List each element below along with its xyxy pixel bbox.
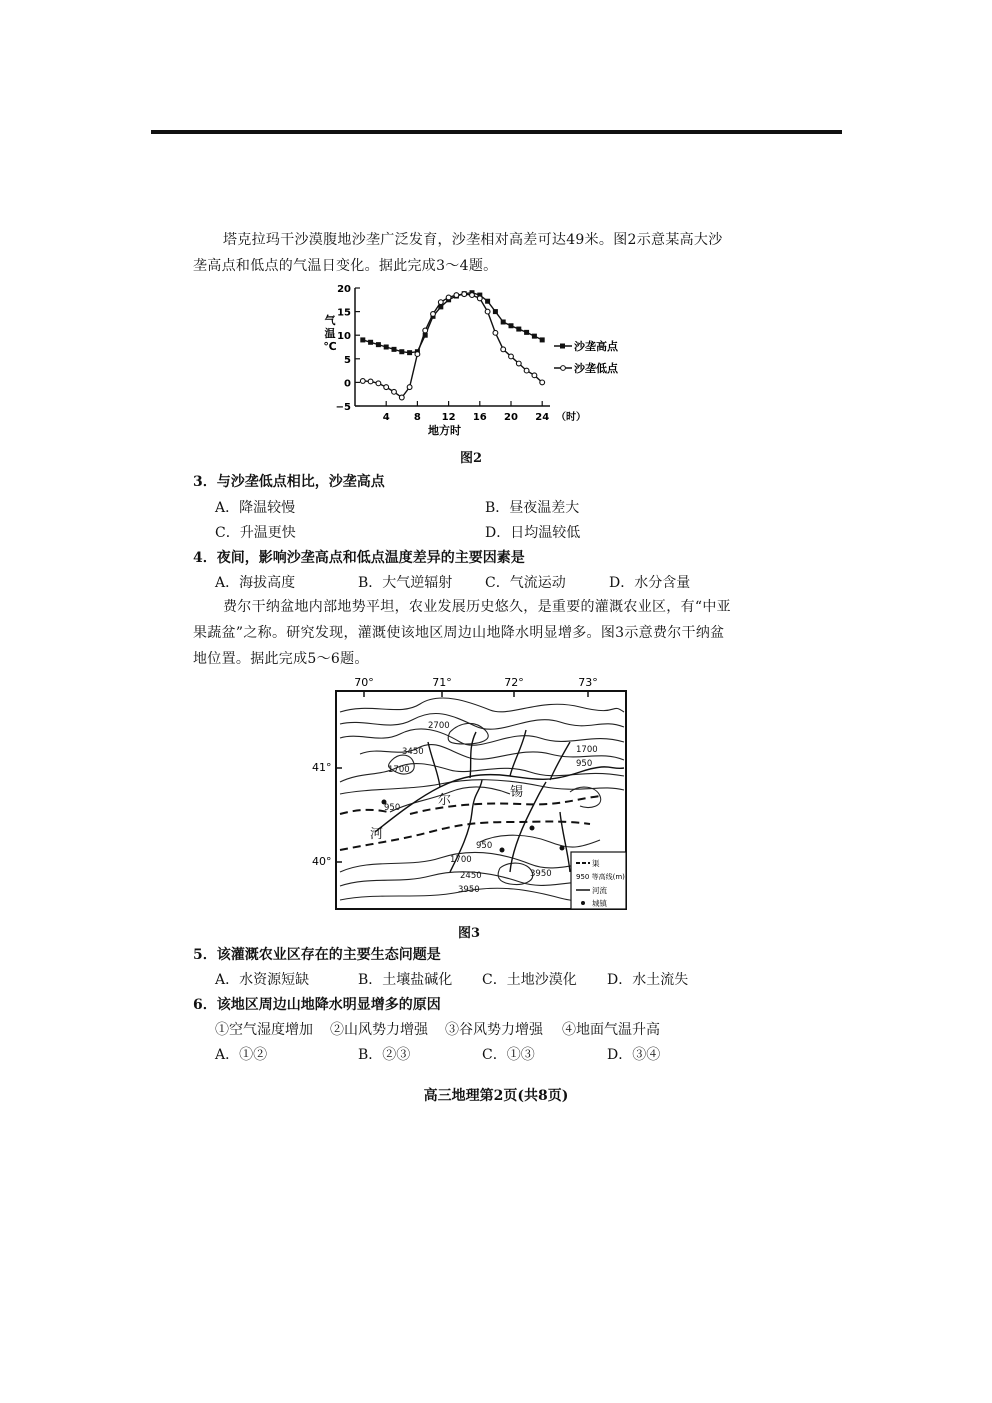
lon-label: 73°: [578, 676, 598, 689]
data-point-high: [368, 340, 373, 345]
q5-option-a[interactable]: A．水资源短缺: [215, 972, 310, 988]
series-line-0: [363, 293, 542, 353]
data-point-low: [399, 395, 404, 400]
data-point-high: [360, 337, 365, 342]
data-point-low: [501, 347, 506, 352]
x-unit: （时）: [556, 412, 586, 423]
data-point-high: [493, 309, 498, 314]
figure2-caption: 图2: [460, 451, 483, 466]
river-name-char: 河: [370, 827, 384, 842]
data-point-high: [399, 349, 404, 354]
y-axis-label-char: 气: [324, 314, 336, 327]
passage2-line2: 果蔬盆”之称。研究发现，灌溉使该地区周边山地降水明显增多。图3示意费尔干纳盆: [193, 625, 725, 641]
figure2-chart: [310, 280, 640, 440]
passage1: [193, 227, 793, 279]
legend-contour: 950 等高线(m): [576, 873, 625, 881]
figure3-caption: 图3: [458, 926, 481, 941]
lon-label: 71°: [432, 676, 452, 689]
contour-label: 3450: [402, 747, 424, 757]
data-point-high: [509, 323, 514, 328]
data-point-high: [532, 334, 537, 339]
header-rule: [151, 130, 842, 134]
data-point-low: [493, 330, 498, 335]
map-legend: [571, 852, 626, 909]
data-point-low: [540, 380, 545, 385]
data-point-low: [384, 385, 389, 390]
y-tick-label: 15: [337, 307, 351, 319]
legend-marker: [560, 344, 565, 349]
contour-label: 2700: [428, 721, 450, 731]
river-name-char: 锡: [510, 785, 524, 800]
x-tick-label: 24: [535, 412, 550, 423]
q3-option-a[interactable]: A．降温较慢: [215, 500, 296, 516]
x-tick-label: 4: [382, 412, 390, 423]
data-point-high: [516, 327, 521, 332]
passage1-line2: 垄高点和低点的气温日变化。据此完成3～4题。: [193, 258, 498, 274]
y-tick-label: 20: [337, 284, 351, 295]
page-footer: 高三地理第2页(共8页): [423, 1088, 569, 1104]
legend-label: 沙垄高点: [574, 340, 618, 353]
q5-stem: 5．该灌溉农业区存在的主要生态问题是: [193, 947, 441, 963]
q3-stem: 3．与沙垄低点相比，沙垄高点: [193, 474, 385, 490]
data-point-low: [415, 352, 420, 357]
data-point-low: [392, 389, 397, 394]
q6-statement-2: ②山风势力增强: [330, 1022, 428, 1038]
q4-option-b[interactable]: B．大气逆辐射: [358, 575, 453, 591]
q6-option-d[interactable]: D．③④: [607, 1047, 661, 1063]
y-tick-label: 5: [344, 354, 351, 366]
lat-label: 41°: [312, 761, 332, 774]
q5-option-c[interactable]: C．土地沙漠化: [482, 972, 577, 988]
data-point-low: [446, 295, 451, 300]
q4-option-d[interactable]: D．水分含量: [609, 575, 691, 591]
data-point-low: [524, 368, 529, 373]
q6-statement-1: ①空气湿度增加: [215, 1022, 313, 1038]
legend-canal: 渠: [592, 859, 600, 868]
y-tick-label: −5: [335, 402, 351, 413]
passage1-line1: 塔克拉玛干沙漠腹地沙垄广泛发育，沙垄相对高差可达49米。图2示意某高大沙: [223, 232, 723, 248]
contour-label: 1700: [450, 855, 472, 865]
q5-option-b[interactable]: B．土壤盐碱化: [358, 972, 453, 988]
data-point-low: [376, 381, 381, 386]
data-point-low: [431, 312, 436, 317]
x-tick-label: 16: [472, 412, 487, 423]
contour-label: 3950: [458, 885, 480, 895]
contour-label: 950: [476, 841, 493, 851]
contour-label: 3950: [530, 869, 552, 879]
q3-option-d[interactable]: D．日均温较低: [485, 525, 581, 541]
data-point-low: [368, 379, 373, 384]
x-tick-label: 20: [504, 412, 518, 423]
legend-river: 河流: [592, 886, 607, 895]
data-point-high: [376, 342, 381, 347]
contour-label: 1700: [576, 745, 598, 755]
data-point-low: [462, 292, 467, 297]
contour-label: 950: [384, 803, 401, 813]
legend-label: 沙垄低点: [574, 362, 618, 375]
figure3-map: [300, 672, 640, 922]
data-point-low: [407, 385, 412, 390]
data-point-low: [477, 296, 482, 301]
data-point-low: [532, 373, 537, 378]
q3-option-b[interactable]: B．昼夜温差大: [485, 500, 580, 516]
data-point-low: [509, 354, 514, 359]
passage2: [193, 594, 793, 672]
data-point-low: [485, 309, 490, 314]
data-point-high: [392, 347, 397, 352]
q5-option-d[interactable]: D．水土流失: [607, 972, 689, 988]
q6-option-c[interactable]: C．①③: [482, 1047, 535, 1063]
data-point-low: [438, 300, 443, 305]
passage2-line1: 费尔干纳盆地内部地势平坦，农业发展历史悠久，是重要的灌溉农业区，有“中亚: [223, 599, 731, 615]
data-point-low: [516, 361, 521, 366]
lon-label: 72°: [504, 676, 524, 689]
contour-label: 2450: [460, 871, 482, 881]
legend-marker: [561, 366, 566, 371]
q4-stem: 4．夜间，影响沙垄高点和低点温度差异的主要因素是: [193, 550, 525, 566]
x-tick-label: 8: [413, 412, 421, 423]
data-point-high: [384, 345, 389, 350]
data-point-high: [485, 299, 490, 304]
q6-option-a[interactable]: A．①②: [215, 1047, 268, 1063]
y-axis-label-char: ℃: [323, 340, 337, 353]
data-point-low: [360, 379, 365, 384]
contour-label: 1700: [388, 765, 410, 775]
data-point-high: [540, 337, 545, 342]
legend-city: 城镇: [592, 899, 607, 908]
q6-statement-3: ③谷风势力增强: [445, 1022, 543, 1038]
series-line-1: [363, 294, 542, 397]
lat-label: 40°: [312, 855, 332, 868]
x-axis-label: 地方时: [428, 424, 461, 437]
q6-statement-4: ④地面气温升高: [562, 1022, 660, 1038]
q4-option-a[interactable]: A．海拔高度: [215, 575, 296, 591]
x-tick-label: 12: [441, 412, 456, 423]
q3-option-c[interactable]: C．升温更快: [215, 525, 296, 541]
lon-label: 70°: [354, 676, 374, 689]
data-point-high: [524, 330, 529, 335]
y-axis-label-char: 温: [324, 327, 336, 340]
data-point-high: [407, 350, 412, 355]
y-tick-label: 10: [337, 331, 351, 343]
q6-stem: 6．该地区周边山地降水明显增多的原因: [193, 997, 441, 1013]
q6-option-b[interactable]: B．②③: [358, 1047, 411, 1063]
q4-option-c[interactable]: C．气流运动: [485, 575, 566, 591]
river-name-char: 尔: [438, 793, 452, 808]
contour-label: 950: [576, 759, 593, 769]
data-point-low: [454, 293, 459, 298]
data-point-high: [501, 319, 506, 324]
data-point-low: [470, 293, 475, 298]
data-point-low: [423, 328, 428, 333]
y-tick-label: 0: [344, 378, 351, 390]
passage2-line3: 地位置。据此完成5～6题。: [193, 651, 369, 667]
